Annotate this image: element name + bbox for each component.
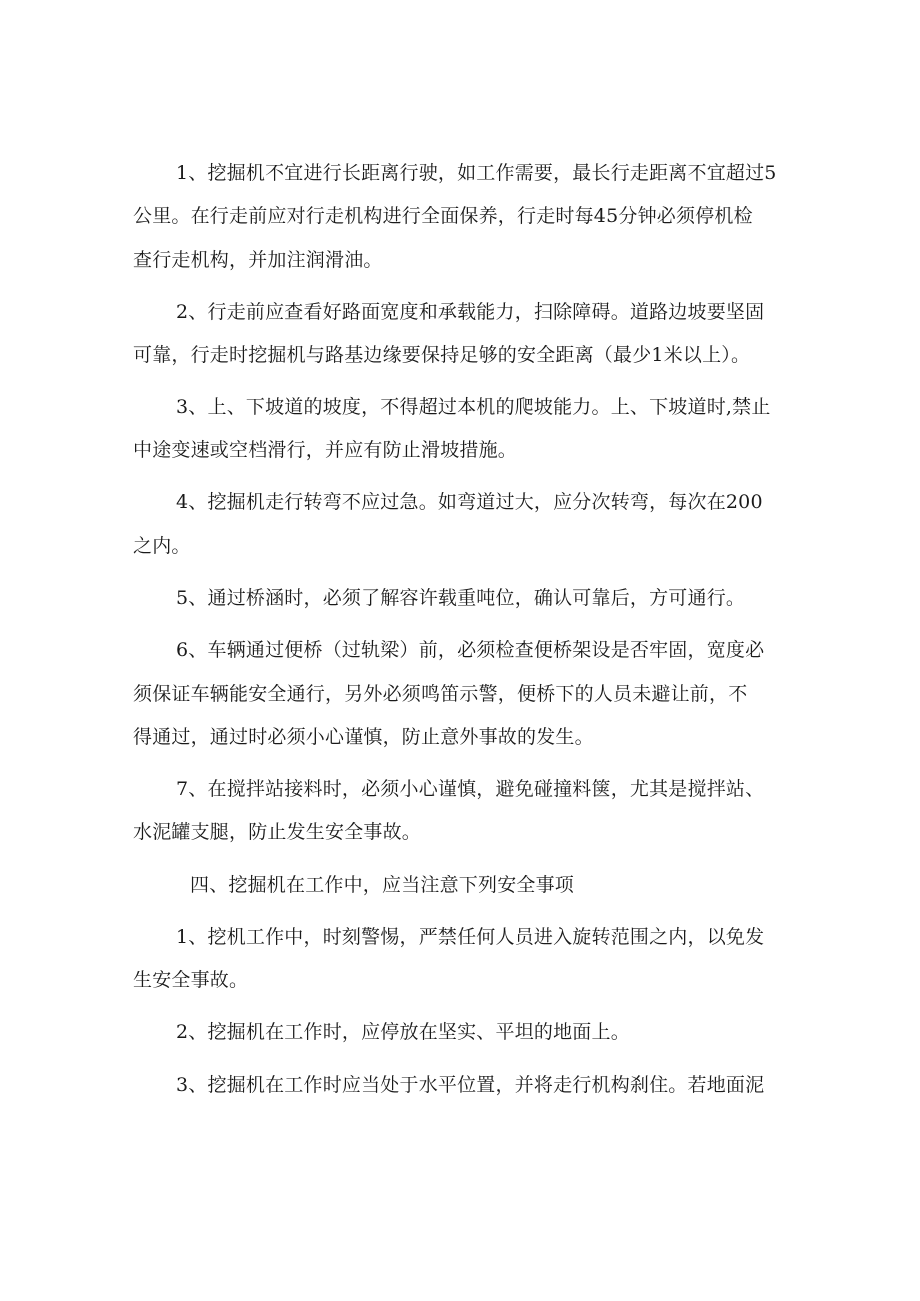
text-line: 6、车辆通过便桥（过轨梁）前，必须检查便桥架设是否牢固，宽度必 [176,639,765,661]
text-line: 之内。 [133,535,191,557]
text-line: 3、上、下坡道的坡度，不得超过本机的爬坡能力。上、下坡道时,禁止 [176,396,771,418]
text-line: 4、挖掘机走行转弯不应过急。如弯道过大，应分次转弯，每次在200 [176,491,763,513]
text-line: 7、在搅拌站接料时，必须小心谨慎，避免碰撞料箧，尤其是搅拌站、 [176,778,765,800]
text-line: 得通过，通过时必须小心谨慎，防止意外事故的发生。 [133,726,594,748]
text-line: 3、挖掘机在工作时应当处于水平位置，并将走行机构刹住。若地面泥 [176,1074,765,1096]
text-line: 查行走机构，并加注润滑油。 [133,249,383,271]
text-line: 生安全事故。 [133,969,249,991]
text-line: 5、通过桥涵时，必须了解容许载重吨位，确认可靠后，方可通行。 [176,587,746,609]
text-line: 水泥罐支腿，防止发生安全事故。 [133,821,422,843]
section-heading: 四、挖掘机在工作中，应当注意下列安全事项 [190,874,575,896]
text-line: 须保证车辆能安全通行，另外必须鸣笛示警，便桥下的人员未避让前，不 [133,683,748,705]
text-line: 可靠，行走时挖掘机与路基边缘要保持足够的安全距离（最少1米以上）。 [133,344,751,366]
text-line: 1、挖机工作中，时刻警惕，严禁任何人员进入旋转范围之内，以免发 [176,926,765,948]
text-line: 2、挖掘机在工作时，应停放在坚实、平坦的地面上。 [176,1021,630,1043]
text-line: 1、挖掘机不宜进行长距离行驶，如工作需要，最长行走距离不宜超过5 [176,162,777,184]
text-line: 中途变速或空档滑行，并应有防止滑坡措施。 [133,439,518,461]
text-line: 2、行走前应查看好路面宽度和承载能力，扫除障碍。道路边坡要坚固 [176,301,765,323]
text-line: 公里。在行走前应对行走机构进行全面保养，行走时每45分钟必须停机检 [133,205,753,227]
